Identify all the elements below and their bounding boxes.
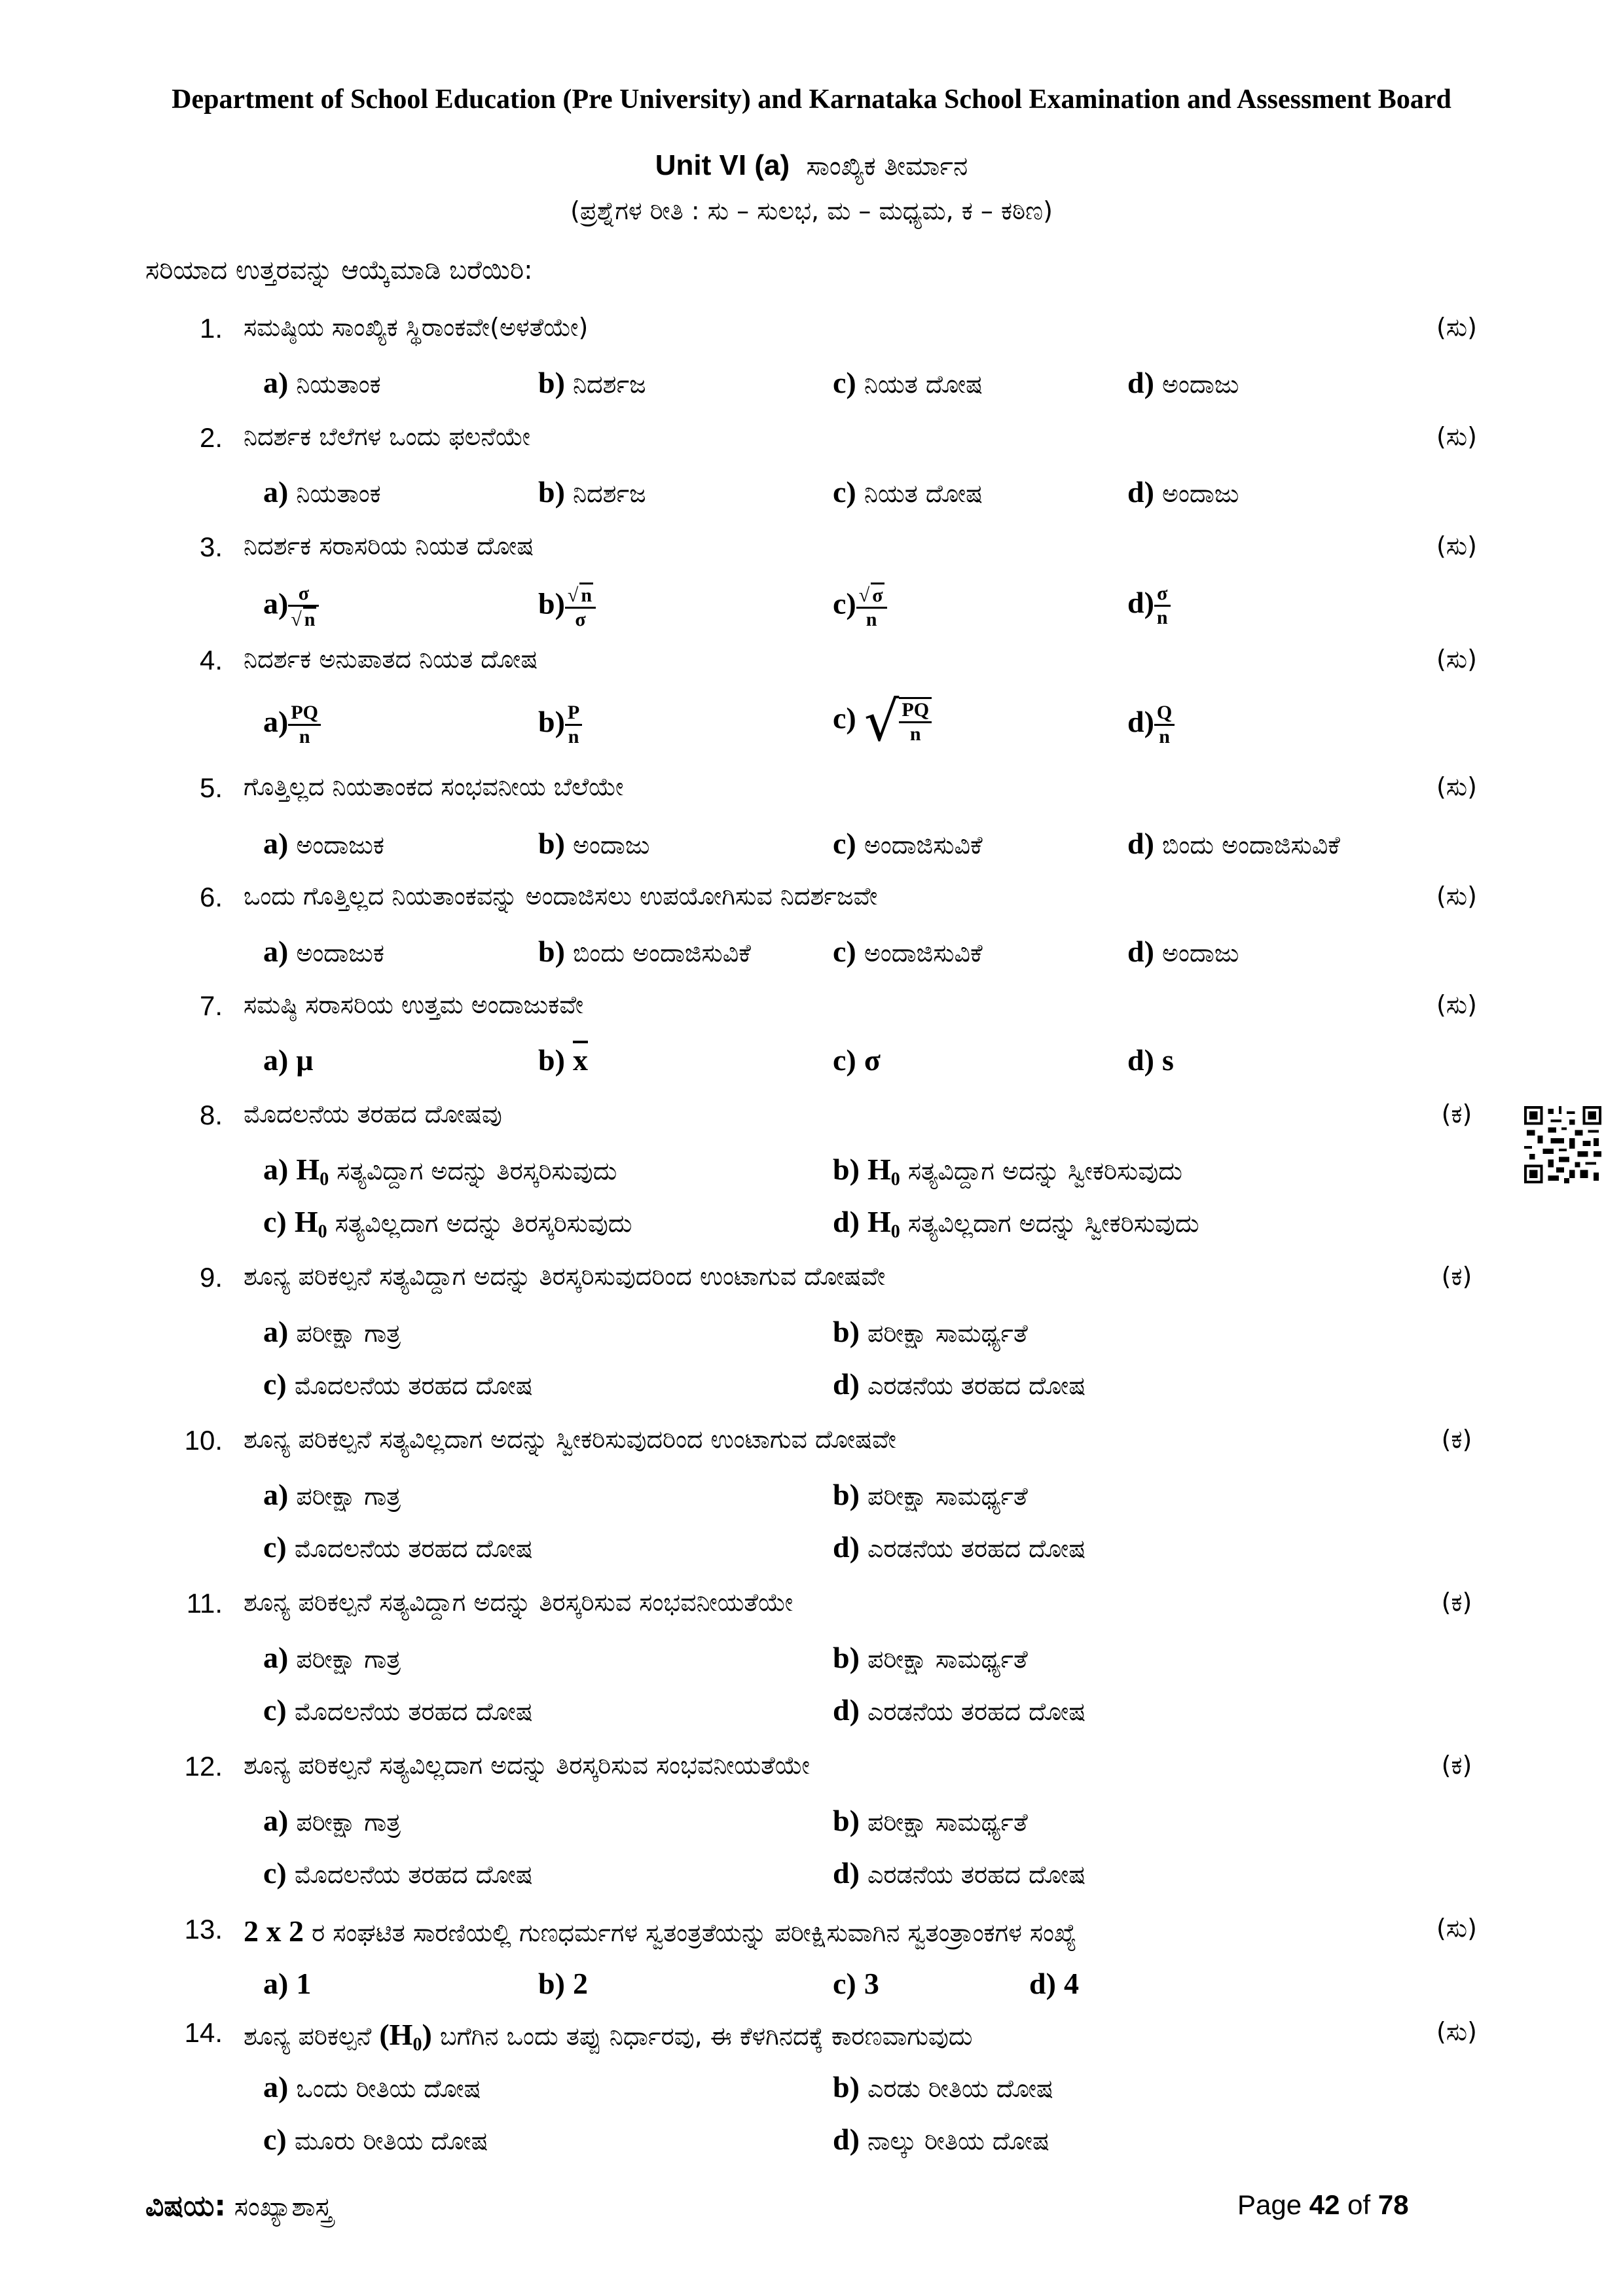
difficulty-tag: (ಕ) (1441, 1100, 1472, 1128)
difficulty-tag: (ಸು) (1436, 2017, 1477, 2046)
question-text: ನಿದರ್ಶಕ ಬೆಲೆಗಳ ಒಂದು ಫಲನೆಯೇ (244, 422, 531, 451)
question-text: ನಿದರ್ಶಕ ಅನುಪಾತದ ನಿಯತ ದೋಷ (244, 645, 538, 673)
difficulty-tag: (ಸು) (1436, 313, 1477, 342)
option-d: d) ಅಂದಾಜು (1127, 935, 1239, 968)
question-14 (0, 2017, 1623, 2063)
question-text: ಶೂನ್ಯ ಪರಿಕಲ್ಪನೆ $(H_0)$ ಬಗೆಗಿನ ಒಂದು ತಪ್ಪು ನಿರ್ಧಾರವು, ಈ ಕೆಳಗಿನದಕ್ಕೆ ಕಾರಣವಾಗುವುದು (244, 2018, 973, 2055)
question-1 (0, 313, 1623, 359)
option-c: c) ಅಂದಾಜಿಸುವಿಕೆ (833, 827, 983, 860)
option-d: d) $\frac{\sigma}{n}$ (1127, 583, 1171, 629)
unit-title (0, 149, 1623, 182)
option-b: b) $\frac{√ n}{\sigma}$ (538, 583, 596, 631)
difficulty-tag: (ಸು) (1436, 645, 1477, 673)
option-b: b) ಬಿಂದು ಅಂದಾಜಿಸುವಿಕೆ (538, 935, 751, 968)
question-number: 8. (199, 1100, 223, 1130)
question-text: ಗೊತ್ತಿಲ್ಲದ ನಿಯತಾಂಕದ ಸಂಭವನೀಯ ಬೆಲೆಯೇ (244, 772, 624, 801)
question-text: ಶೂನ್ಯ ಪರಿಕಲ್ಪನೆ ಸತ್ಯವಿದ್ದಾಗ ಅದನ್ನು ತಿರಸ್ಕರಿಸುವ ಸಂಭವನೀಯತೆಯೇ (244, 1588, 793, 1617)
option-c: c) ಮೊದಲನೆಯ ತರಹದ ದೋಷ (263, 1856, 533, 1890)
difficulty-tag: (ಸು) (1436, 422, 1477, 451)
option-c: c) ಮೊದಲನೆಯ ತರಹದ ದೋಷ (263, 1530, 533, 1564)
option-d: d) 4 (1029, 1967, 1079, 2000)
difficulty-legend: (ಪ್ರಶ್ನೆಗಳ ರೀತಿ : ಸು – ಸುಲಭ, ಮ – ಮಧ್ಯಮ, ಕ – ಕಠಿಣ) (570, 196, 1053, 225)
option-b: b) ನಿದರ್ಶಜ (538, 475, 646, 509)
option-c: c) ಅಂದಾಜಿಸುವಿಕೆ (833, 935, 983, 968)
option-d: d) ನಾಲ್ಕು ರೀತಿಯ ದೋಷ (833, 2123, 1049, 2156)
option-c: c) ಮೊದಲನೆಯ ತರಹದ ದೋಷ (263, 1693, 533, 1727)
fraction: $\frac{PQ}{n}$ (899, 697, 932, 745)
option-d: d) ಎರಡನೆಯ ತರಹದ ದೋಷ (833, 1856, 1086, 1890)
option-a: a) $\frac{\sigma}{√ n}$ (263, 583, 319, 631)
question-number: 4. (199, 645, 223, 675)
option-b: b) ಪರೀಕ್ಷಾ ಸಾಮರ್ಥ್ಯತೆ (833, 1315, 1028, 1348)
question-text: 2 x 2 ರ ಸಂಘಟಿತ ಸಾರಣಿಯಲ್ಲಿ ಗುಣಧರ್ಮಗಳ ಸ್ವತಂತ್ರತೆಯನ್ನು ಪರೀಕ್ಷಿಸುವಾಗಿನ ಸ್ವತಂತ್ರಾಂಕಗಳ ಸಂಖ್ಯೆ (244, 1914, 1077, 1948)
difficulty-tag: (ಕ) (1441, 1262, 1472, 1291)
fraction: $\frac{√ n}{\sigma}$ (565, 583, 596, 631)
difficulty-tag: (ಸು) (1436, 1914, 1477, 1943)
page-number: Page 42 of 78 (1237, 2189, 1409, 2220)
option-c: c) √ $\frac{PQ}{n}$ (833, 694, 932, 749)
question-number: 13. (184, 1914, 223, 1945)
option-a: a) ಅಂದಾಜುಕ (263, 827, 384, 860)
question-7 (0, 990, 1623, 1036)
fraction: $\frac{\sigma}{√ n}$ (288, 583, 319, 631)
question-number: 12. (184, 1751, 223, 1782)
option-a: a) μ (263, 1043, 314, 1077)
option-b: b) $\frac{P}{n}$ (538, 702, 582, 748)
question-number: 5. (199, 772, 223, 803)
difficulty-tag: (ಕ) (1441, 1425, 1472, 1454)
question-number: 1. (199, 313, 223, 344)
option-a: a) ಒಂದು ರೀತಿಯ ದೋಷ (263, 2070, 481, 2104)
option-b: b) ಪರೀಕ್ಷಾ ಸಾಮರ್ಥ್ಯತೆ (833, 1804, 1028, 1837)
footer-subject (145, 2189, 332, 2223)
option-c: c) ಮೊದಲನೆಯ ತರಹದ ದೋಷ (263, 1367, 533, 1401)
option-a: a) ನಿಯತಾಂಕ (263, 475, 381, 509)
option-c: c) $\frac{√ \sigma}{n}$ (833, 583, 887, 631)
unit-label: Unit VI (a) (655, 149, 790, 181)
option-b: b) ಅಂದಾಜು (538, 827, 650, 860)
difficulty-tag: (ಸು) (1436, 531, 1477, 560)
option-d: d) s (1127, 1043, 1174, 1077)
question-text: ಸಮಷ್ಠಿ ಸರಾಸರಿಯ ಉತ್ತಮ ಅಂದಾಜುಕವೇ (244, 990, 584, 1019)
question-11 (0, 1588, 1623, 1634)
sqrt-sign: √ (864, 689, 900, 753)
fraction: $\frac{√ \sigma}{n}$ (856, 583, 887, 631)
instruction: ಸರಿಯಾದ ಉತ್ತರವನ್ನು ಆಯ್ಕೆಮಾಡಿ ಬರೆಯಿರಿ: (145, 255, 533, 285)
subject-name: ಸಂಖ್ಯಾಶಾಸ್ತ್ರ (226, 2192, 333, 2222)
option-a: a) $\frac{PQ}{n}$ (263, 702, 321, 748)
option-a: a) ಪರೀಕ್ಷಾ ಗಾತ್ರ (263, 1478, 401, 1511)
question-number: 2. (199, 422, 223, 453)
option-a: a) $H_0$ ಸತ್ಯವಿದ್ದಾಗ ಅದನ್ನು ತಿರಸ್ಕರಿಸುವುದು (263, 1153, 617, 1190)
question-6 (0, 882, 1623, 927)
question-4 (0, 645, 1623, 691)
question-number: 3. (199, 531, 223, 562)
option-b: b) $\overline{x}$ (538, 1043, 588, 1077)
option-d: d) ಎರಡನೆಯ ತರಹದ ದೋಷ (833, 1530, 1086, 1564)
question-text: ಸಮಷ್ಠಿಯ ಸಾಂಖ್ಯಿಕ ಸ್ಥಿರಾಂಕವೇ(ಅಳತೆಯೇ) (244, 313, 589, 342)
question-number: 7. (199, 990, 223, 1021)
fraction: $\frac{Q}{n}$ (1154, 702, 1175, 748)
option-c: c) 3 (833, 1967, 879, 2000)
question-text: ಒಂದು ಗೊತ್ತಿಲ್ಲದ ನಿಯತಾಂಕವನ್ನು ಅಂದಾಜಿಸಲು ಉಪಯೋಗಿಸುವ ನಿದರ್ಶಜವೇ (244, 882, 878, 910)
option-d: d) ಬಿಂದು ಅಂದಾಜಿಸುವಿಕೆ (1127, 827, 1340, 860)
difficulty-tag: (ಕ) (1441, 1588, 1472, 1617)
difficulty-tag: (ಕ) (1441, 1751, 1472, 1780)
difficulty-tag: (ಸು) (1436, 990, 1477, 1019)
qr-code-icon (1524, 1106, 1601, 1183)
question-number: 10. (184, 1425, 223, 1456)
question-2 (0, 422, 1623, 468)
question-10 (0, 1425, 1623, 1471)
option-a: a) ನಿಯತಾಂಕ (263, 366, 381, 399)
option-b: b) ಎರಡು ರೀತಿಯ ದೋಷ (833, 2070, 1053, 2104)
question-9 (0, 1262, 1623, 1308)
question-13 (0, 1914, 1623, 1960)
option-d: d) ಅಂದಾಜು (1127, 475, 1239, 509)
option-a: a) ಪರೀಕ್ಷಾ ಗಾತ್ರ (263, 1315, 401, 1348)
question-8 (0, 1100, 1623, 1145)
question-number: 6. (199, 882, 223, 912)
option-b: b) ನಿದರ್ಶಜ (538, 366, 646, 399)
difficulty-tag: (ಸು) (1436, 882, 1477, 910)
fraction: $\frac{\sigma}{n}$ (1154, 583, 1171, 629)
option-d: d) $\frac{Q}{n}$ (1127, 702, 1175, 748)
fraction: $\frac{PQ}{n}$ (288, 702, 321, 748)
fraction: $\frac{P}{n}$ (565, 702, 582, 748)
option-a: a) ಪರೀಕ್ಷಾ ಗಾತ್ರ (263, 1804, 401, 1837)
option-c: c) ನಿಯತ ದೋಷ (833, 366, 983, 399)
document-header: Department of School Education (Pre University) and Karnataka School Examination and Assessment Board (172, 84, 1451, 115)
option-b: b) $H_0$ ಸತ್ಯವಿದ್ದಾಗ ಅದನ್ನು ಸ್ವೀಕರಿಸುವುದು (833, 1153, 1182, 1190)
subject-label: ವಿಷಯ: (145, 2189, 227, 2223)
option-c: c) ಮೂರು ರೀತಿಯ ದೋಷ (263, 2123, 488, 2156)
difficulty-tag: (ಸು) (1436, 772, 1477, 801)
unit-name: ಸಾಂಖ್ಯಿಕ ತೀರ್ಮಾನ (806, 151, 968, 181)
option-b: b) ಪರೀಕ್ಷಾ ಸಾಮರ್ಥ್ಯತೆ (833, 1478, 1028, 1511)
option-b: b) 2 (538, 1967, 588, 2000)
option-d: d) ಎರಡನೆಯ ತರಹದ ದೋಷ (833, 1693, 1086, 1727)
option-d: d) ಎರಡನೆಯ ತರಹದ ದೋಷ (833, 1367, 1086, 1401)
question-text: ಶೂನ್ಯ ಪರಿಕಲ್ಪನೆ ಸತ್ಯವಿಲ್ಲದಾಗ ಅದನ್ನು ಸ್ವೀಕರಿಸುವುದರಿಂದ ಉಂಟಾಗುವ ದೋಷವೇ (244, 1425, 896, 1454)
option-b: b) ಪರೀಕ್ಷಾ ಸಾಮರ್ಥ್ಯತೆ (833, 1641, 1028, 1674)
option-c: c) ನಿಯತ ದೋಷ (833, 475, 983, 509)
question-text: ನಿದರ್ಶಕ ಸರಾಸರಿಯ ನಿಯತ ದೋಷ (244, 531, 534, 560)
question-3 (0, 531, 1623, 577)
question-text: ಶೂನ್ಯ ಪರಿಕಲ್ಪನೆ ಸತ್ಯವಿಲ್ಲದಾಗ ಅದನ್ನು ತಿರಸ್ಕರಿಸುವ ಸಂಭವನೀಯತೆಯೇ (244, 1751, 810, 1780)
option-c: c) σ (833, 1043, 881, 1077)
option-a: a) ಪರೀಕ್ಷಾ ಗಾತ್ರ (263, 1641, 401, 1674)
option-a: a) 1 (263, 1967, 312, 2000)
option-c: c) $H_0$ ಸತ್ಯವಿಲ್ಲದಾಗ ಅದನ್ನು ತಿರಸ್ಕರಿಸುವುದು (263, 1205, 632, 1242)
question-text: ಶೂನ್ಯ ಪರಿಕಲ್ಪನೆ ಸತ್ಯವಿದ್ದಾಗ ಅದನ್ನು ತಿರಸ್ಕರಿಸುವುದರಿಂದ ಉಂಟಾಗುವ ದೋಷವೇ (244, 1262, 886, 1291)
question-text: ಮೊದಲನೆಯ ತರಹದ ದೋಷವು (244, 1100, 502, 1128)
option-d: d) ಅಂದಾಜು (1127, 366, 1239, 399)
question-number: 9. (199, 1262, 223, 1293)
option-d: d) $H_0$ ಸತ್ಯವಿಲ್ಲದಾಗ ಅದನ್ನು ಸ್ವೀಕರಿಸುವುದು (833, 1205, 1199, 1242)
question-12 (0, 1751, 1623, 1797)
question-5 (0, 772, 1623, 818)
question-number: 14. (184, 2017, 223, 2048)
question-number: 11. (186, 1588, 223, 1619)
option-a: a) ಅಂದಾಜುಕ (263, 935, 384, 968)
